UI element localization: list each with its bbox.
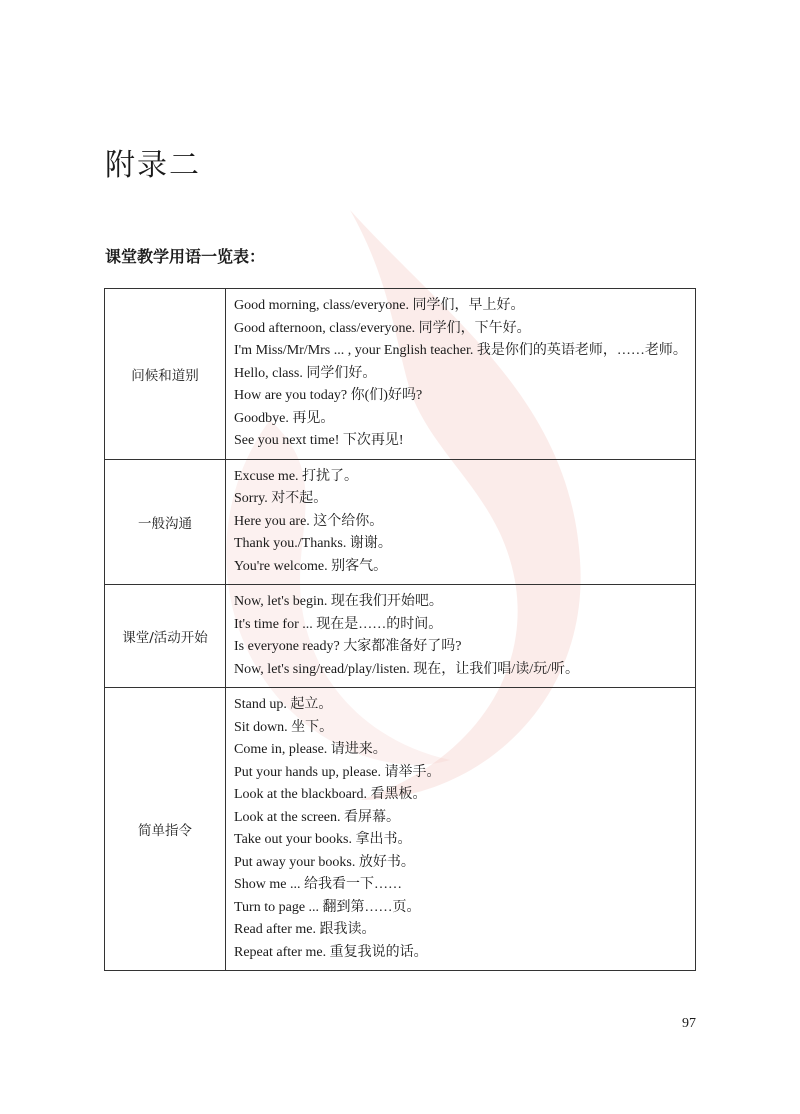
phrase-line: Show me ... 给我看一下…… bbox=[234, 877, 402, 892]
phrase-line: Sit down. 坐下。 bbox=[234, 719, 334, 735]
category-cell: 课堂/活动开始 bbox=[105, 585, 226, 688]
phrase-line: You're welcome. 别客气。 bbox=[234, 558, 388, 574]
phrase-list bbox=[226, 688, 696, 971]
table-row bbox=[105, 289, 696, 460]
phrase-line: I'm Miss/Mr/Mrs ... , your English teacher. 我是你们的英语老师，……老师。 bbox=[234, 343, 687, 358]
phrase-line: Put your hands up, please. 请举手。 bbox=[234, 764, 441, 780]
phrase-line: Come in, please. 请进来。 bbox=[234, 742, 387, 757]
page-number: 97 bbox=[682, 1016, 696, 1031]
phrase-line: Put away your books. 放好书。 bbox=[234, 854, 415, 870]
phrase-line: Hello, class. 同学们好。 bbox=[234, 365, 377, 381]
phrase-list bbox=[226, 585, 696, 688]
phrase-list bbox=[226, 289, 696, 460]
table-row bbox=[105, 585, 696, 688]
category-cell: 问候和道别 bbox=[105, 289, 226, 460]
phrase-line: Good afternoon, class/everyone. 同学们，下午好。 bbox=[234, 320, 531, 336]
phrase-line: Is everyone ready? 大家都准备好了吗? bbox=[234, 639, 462, 654]
phrase-line: Look at the screen. 看屏幕。 bbox=[234, 809, 401, 825]
phrase-line: Good morning, class/everyone. 同学们，早上好。 bbox=[234, 298, 525, 313]
phrase-list bbox=[226, 459, 696, 585]
table-row bbox=[105, 688, 696, 971]
phrase-line: Read after me. 跟我读。 bbox=[234, 922, 376, 937]
phrase-line: Stand up. 起立。 bbox=[234, 697, 333, 712]
table-caption: 课堂教学用语一览表： bbox=[105, 247, 266, 266]
phrase-line: Turn to page ... 翻到第……页。 bbox=[234, 899, 421, 915]
category-cell: 简单指令 bbox=[105, 688, 226, 971]
table-row bbox=[105, 459, 696, 585]
phrase-line: Goodbye. 再见。 bbox=[234, 410, 335, 426]
phrase-line: Look at the blackboard. 看黑板。 bbox=[234, 787, 427, 802]
page-title: 附录二 bbox=[105, 148, 201, 183]
phrase-line: See you next time! 下次再见! bbox=[234, 433, 404, 448]
phrase-line: Now, let's begin. 现在我们开始吧。 bbox=[234, 594, 443, 609]
phrase-line: Now, let's sing/read/play/listen. 现在，让我们唱/读/玩/听。 bbox=[234, 661, 579, 677]
phrase-line: Excuse me. 打扰了。 bbox=[234, 468, 359, 484]
phrase-line: Here you are. 这个给你。 bbox=[234, 513, 384, 529]
phrase-table bbox=[104, 288, 696, 971]
phrase-line: Thank you./Thanks. 谢谢。 bbox=[234, 536, 392, 551]
phrase-line: Take out your books. 拿出书。 bbox=[234, 832, 412, 847]
phrase-line: How are you today? 你(们)好吗? bbox=[234, 388, 423, 403]
phrase-line: Repeat after me. 重复我说的话。 bbox=[234, 944, 428, 960]
phrase-line: It's time for ... 现在是……的时间。 bbox=[234, 616, 443, 632]
phrase-line: Sorry. 对不起。 bbox=[234, 491, 328, 506]
category-cell: 一般沟通 bbox=[105, 459, 226, 585]
